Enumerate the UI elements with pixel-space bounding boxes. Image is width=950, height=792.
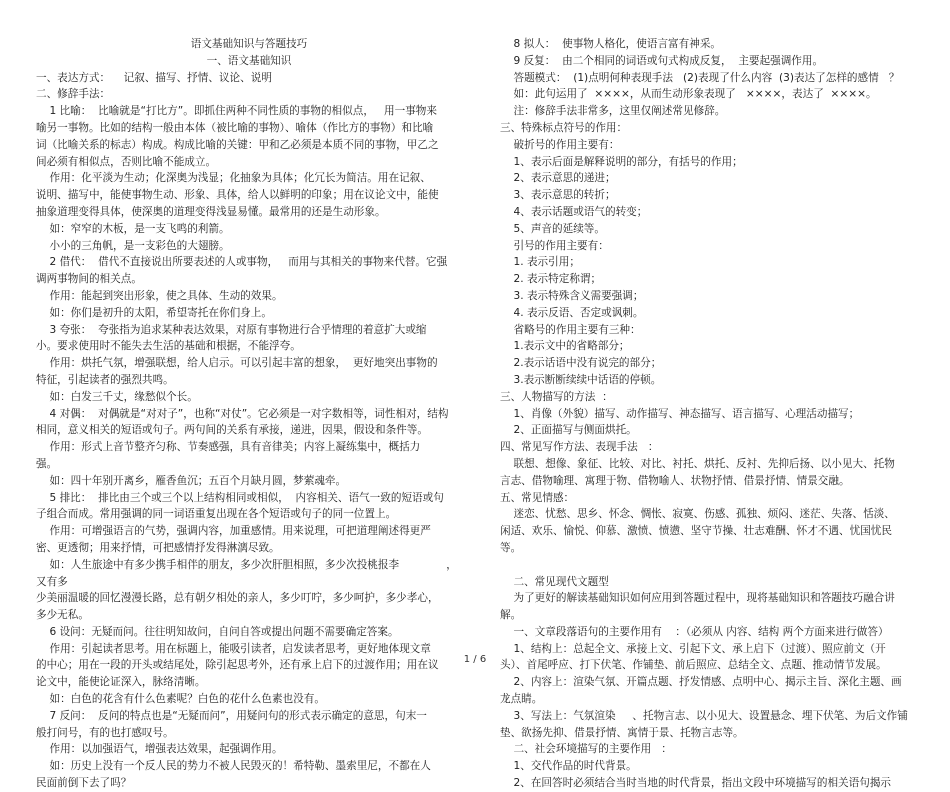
text-line: 3.表示断断续续中话语的停顿。 <box>500 373 662 386</box>
text-line: 作用：引起读者思考。用在标题上，能吸引读者，启发读者思考，更好地体现文章 <box>36 642 431 655</box>
text-line: 7 反问： 反问的特点也是“无疑而问”，用疑问句的形式表示确定的意思，句末一 <box>36 709 427 722</box>
text-line: 一、表达方式： 记叙、描写、抒情、议论、说明 <box>36 71 272 84</box>
text-line: 多少无私。 <box>36 609 89 622</box>
text-line: 的中心；用在一段的开头或结尾处，除引起思考外，还有承上启下的过渡作用；用在议 <box>36 659 439 672</box>
text-line: 如：历史上没有一个反人民的势力不被人民毁灭的！希特勒、墨索里尼，不都在人 <box>36 760 431 773</box>
text-line: 解。 <box>500 609 522 622</box>
text-line: 注：修辞手法非常多，这里仅阐述常见修辞。 <box>500 105 726 118</box>
text-line: 如：白色的花含有什么色素呢？白色的花什么色素也没有。 <box>36 693 325 706</box>
text-line: 言志、借物喻理、寓理于物、借物喻人、状物抒情、借景抒情、情景交融。 <box>500 474 850 487</box>
text-line: 1、肖像（外貌）描写、动作描写、神态描写、语言描写、心理活动描写； <box>500 407 860 420</box>
text-line: 2、正面描写与侧面烘托。 <box>500 424 637 437</box>
text-line: 2.表示话语中没有说完的部分； <box>500 357 662 370</box>
text-line: 3、写法上：气氛渲染 、托物言志、以小见大、设置悬念、埋下伏笔、为后文作铺 <box>500 709 908 722</box>
text-line: 小小的三角帆，是一支彩色的大翅膀。 <box>36 239 230 252</box>
text-line: 8 拟人： 使事物人格化，使语言富有神采。 <box>500 38 722 50</box>
text-line: 作用：形式上音节整齐匀称、节奏感强，具有音律美；内容上凝练集中，概括力 <box>36 441 421 454</box>
text-line: 强。 <box>36 457 58 470</box>
text-line: 调两事物间的相关点。 <box>36 273 142 286</box>
text-line <box>500 557 922 574</box>
text-line: 闲适、欢乐、愉悦、仰慕、激愤、愤懑、坚守节操、壮志难酬、怀才不遇、忧国忧民 <box>500 525 892 538</box>
right-text-body <box>500 36 922 792</box>
text-line: 抽象道理变得具体，使深奥的道理变得浅显易懂。最常用的还是生动形象。 <box>36 205 386 218</box>
text-line: 3 夸张： 夸张指为追求某种表达效果，对原有事物进行合乎情理的着意扩大或缩 <box>36 323 427 336</box>
text-line: 等。 <box>500 541 522 554</box>
text-line: 破折号的作用主要有： <box>500 138 620 151</box>
text-line: 般打问号，有的也打感叹号。 <box>36 726 174 739</box>
text-line: 如：此句运用了 ××××，从而生动形象表现了 ××××，表达了 ××××。 <box>500 88 877 101</box>
text-line: 间必须有相似点，否则比喻不能成立。 <box>36 155 217 168</box>
text-line: 1 比喻： 比喻就是“打比方”。即抓住两种不同性质的事物的相似点， 用一事物来 <box>36 105 437 118</box>
text-line: 小。要求使用时不能失去生活的基础和根据，不能浮夸。 <box>36 340 301 353</box>
document-title: 语文基础知识与答题技巧 <box>190 38 308 50</box>
text-line: 三、人物描写的方法 ： <box>500 390 613 403</box>
text-line: 头）、首尾呼应、打下伏笔、作铺垫、前后照应、总结全文、点题、推动情节发展。 <box>500 659 887 672</box>
text-line: 3、表示意思的转折； <box>500 189 616 202</box>
text-line: 4 对偶： 对偶就是“对对子”，也称“对仗”。它必须是一对字数相等，词性相对，结构 <box>36 407 449 420</box>
text-line: 二、社会环境描写的主要作用 ： <box>500 743 672 756</box>
text-line: 引号的作用主要有： <box>500 239 609 252</box>
text-line: 5、声音的延续等。 <box>500 222 605 235</box>
text-line: 作用：化平淡为生动；化深奥为浅显；化抽象为具体；化冗长为简洁。用在记叙、 <box>36 172 431 185</box>
right-column <box>500 36 922 792</box>
text-line: 5 排比： 排比由三个或三个以上结构相同或相似， 内容相关、语气一致的短语或句 <box>36 491 444 504</box>
text-line: 2、在回答时必须结合当时当地的时代背景，指出文段中环境描写的相关语句揭示 <box>500 777 892 790</box>
text-line: 3. 表示特殊含义需要强调； <box>500 289 644 302</box>
text-line: 五、常见情感： <box>500 491 575 504</box>
text-line: 2、表示意思的递进； <box>500 172 616 185</box>
text-line: 喻另一事物。比如的结构一般由本体（被比喻的事物）、喻体（作比方的事物）和比喻 <box>36 121 434 134</box>
text-line: 二、修辞手法： <box>36 88 111 101</box>
text-line: 二、常见现代文题型 <box>500 575 609 588</box>
text-line: 2、内容上：渲染气氛、开篇点题、抒发情感、点明中心、揭示主旨、深化主题、画 <box>500 676 902 689</box>
text-line: 2. 表示特定称谓； <box>500 273 602 286</box>
left-column <box>36 36 462 792</box>
text-line: 说明、描写中，能使事物生动、形象、具体，给人以鲜明的印象；用在议论文中，能使 <box>36 189 439 202</box>
left-text-body <box>36 70 462 792</box>
text-line: 1.表示文中的省略部分； <box>500 340 630 353</box>
text-line: 密、更透彻；用来抒情，可把感情抒发得淋漓尽致。 <box>36 541 280 554</box>
text-line: 作用：可增强语言的气势，强调内容，加重感情。用来说理，可把道理阐述得更严 <box>36 525 431 538</box>
text-line: 龙点睛。 <box>500 693 543 706</box>
text-line: 2 借代： 借代不直接说出所要表述的人或事物， 而用与其相关的事物来代替。它强 <box>36 256 448 269</box>
text-line: 子组合而成。常用强调的同一词语重复出现在各个短语或句子的同一位置上。 <box>36 508 397 521</box>
text-line: 1、交代作品的时代背景。 <box>500 760 637 773</box>
text-line: 如：白发三千丈，缘愁似个长。 <box>36 390 198 403</box>
text-line: 垫、欲扬先抑、借景抒情、寓情于景、托物言志等。 <box>500 726 744 739</box>
text-line: 9 反复： 由二个相同的词语或句式构成反复， 主要起强调作用。 <box>500 54 824 67</box>
text-line: 少美丽温暖的回忆漫漫长路，总有朝夕相处的亲人，多少叮咛，多少呵护，多少孝心， <box>36 592 439 605</box>
text-line: 民面前倒下去了吗？ <box>36 777 132 790</box>
text-line: 1. 表示引用； <box>500 256 580 269</box>
text-line: 1、表示后面是解释说明的部分，有括号的作用； <box>500 155 743 168</box>
text-line: 论文中，能使论证深入，脉络清晰。 <box>36 676 206 689</box>
text-line: 如：人生旅途中有多少携手相伴的朋友，多少次肝胆相照，多少次投桃报李 ，又有多 <box>36 558 457 588</box>
text-line: 省略号的作用主要有三种： <box>500 323 641 336</box>
text-line: 联想、想像、象征、比较、对比、衬托、烘托、反衬、先抑后扬、以小见大、托物 <box>500 457 895 470</box>
text-line: 三、特殊标点符号的作用： <box>500 121 628 134</box>
text-line: 如：四十年别开离乡，雁香鱼沉；五百个月缺月圆，梦萦魂牵。 <box>36 474 347 487</box>
text-line: 如：你们是初升的太阳，希望寄托在你们身上。 <box>36 306 272 319</box>
text-line: 作用：能起到突出形象，使之具体、生动的效果。 <box>36 289 283 302</box>
text-line: 四、常见写作方法、表现手法 ： <box>500 441 659 454</box>
text-line: 1、结构上：总起全文、承接上文、引起下文、承上启下（过渡）、照应前文（开 <box>500 642 886 655</box>
text-line: 作用：烘托气氛，增强联想，给人启示。可以引起丰富的想象， 更好地突出事物的 <box>36 357 438 370</box>
text-line: 作用：以加强语气，增强表达效果，起强调作用。 <box>36 743 283 756</box>
section-heading: 一、语文基础知识 <box>206 54 292 67</box>
text-line: 为了更好的解读基础知识如何应用到答题过程中，现将基础知识和答题技巧融合讲 <box>500 592 895 605</box>
text-line: 特征，引起读者的强烈共鸣。 <box>36 373 174 386</box>
text-line: 相同，意义相关的短语或句子。两句间的关系有承接，递进，因果，假设和条件等。 <box>36 424 428 437</box>
text-line: 6 设问：无疑而问。往往明知故问，自问自答或提出问题不需要确定答案。 <box>36 625 399 638</box>
text-line: 一、文章段落语句的主要作用有 ：（必须从 内容、结构 两个方面来进行做答） <box>500 625 889 638</box>
text-line: 答题模式： (1)点明何种表现手法 (2)表现了什么内容 (3)表达了怎样的感情 ？ <box>500 71 900 84</box>
page-number: 1 / 6 <box>463 654 487 665</box>
text-line: 词（比喻关系的标志）构成。构成比喻的关键：甲和乙必须是本质不同的事物，甲乙之 <box>36 138 439 151</box>
text-line: 4. 表示反语、否定或讽刺。 <box>500 306 644 319</box>
text-line: 迷恋、忧愁、思乡、怀念、惆怅、寂寞、伤感、孤独、烦闷、迷茫、失落、恬淡、 <box>500 508 895 521</box>
text-line: 如：窄窄的木板，是一支飞鸣的利箭。 <box>36 222 230 235</box>
text-line: 4、表示话题或语气的转变； <box>500 205 648 218</box>
